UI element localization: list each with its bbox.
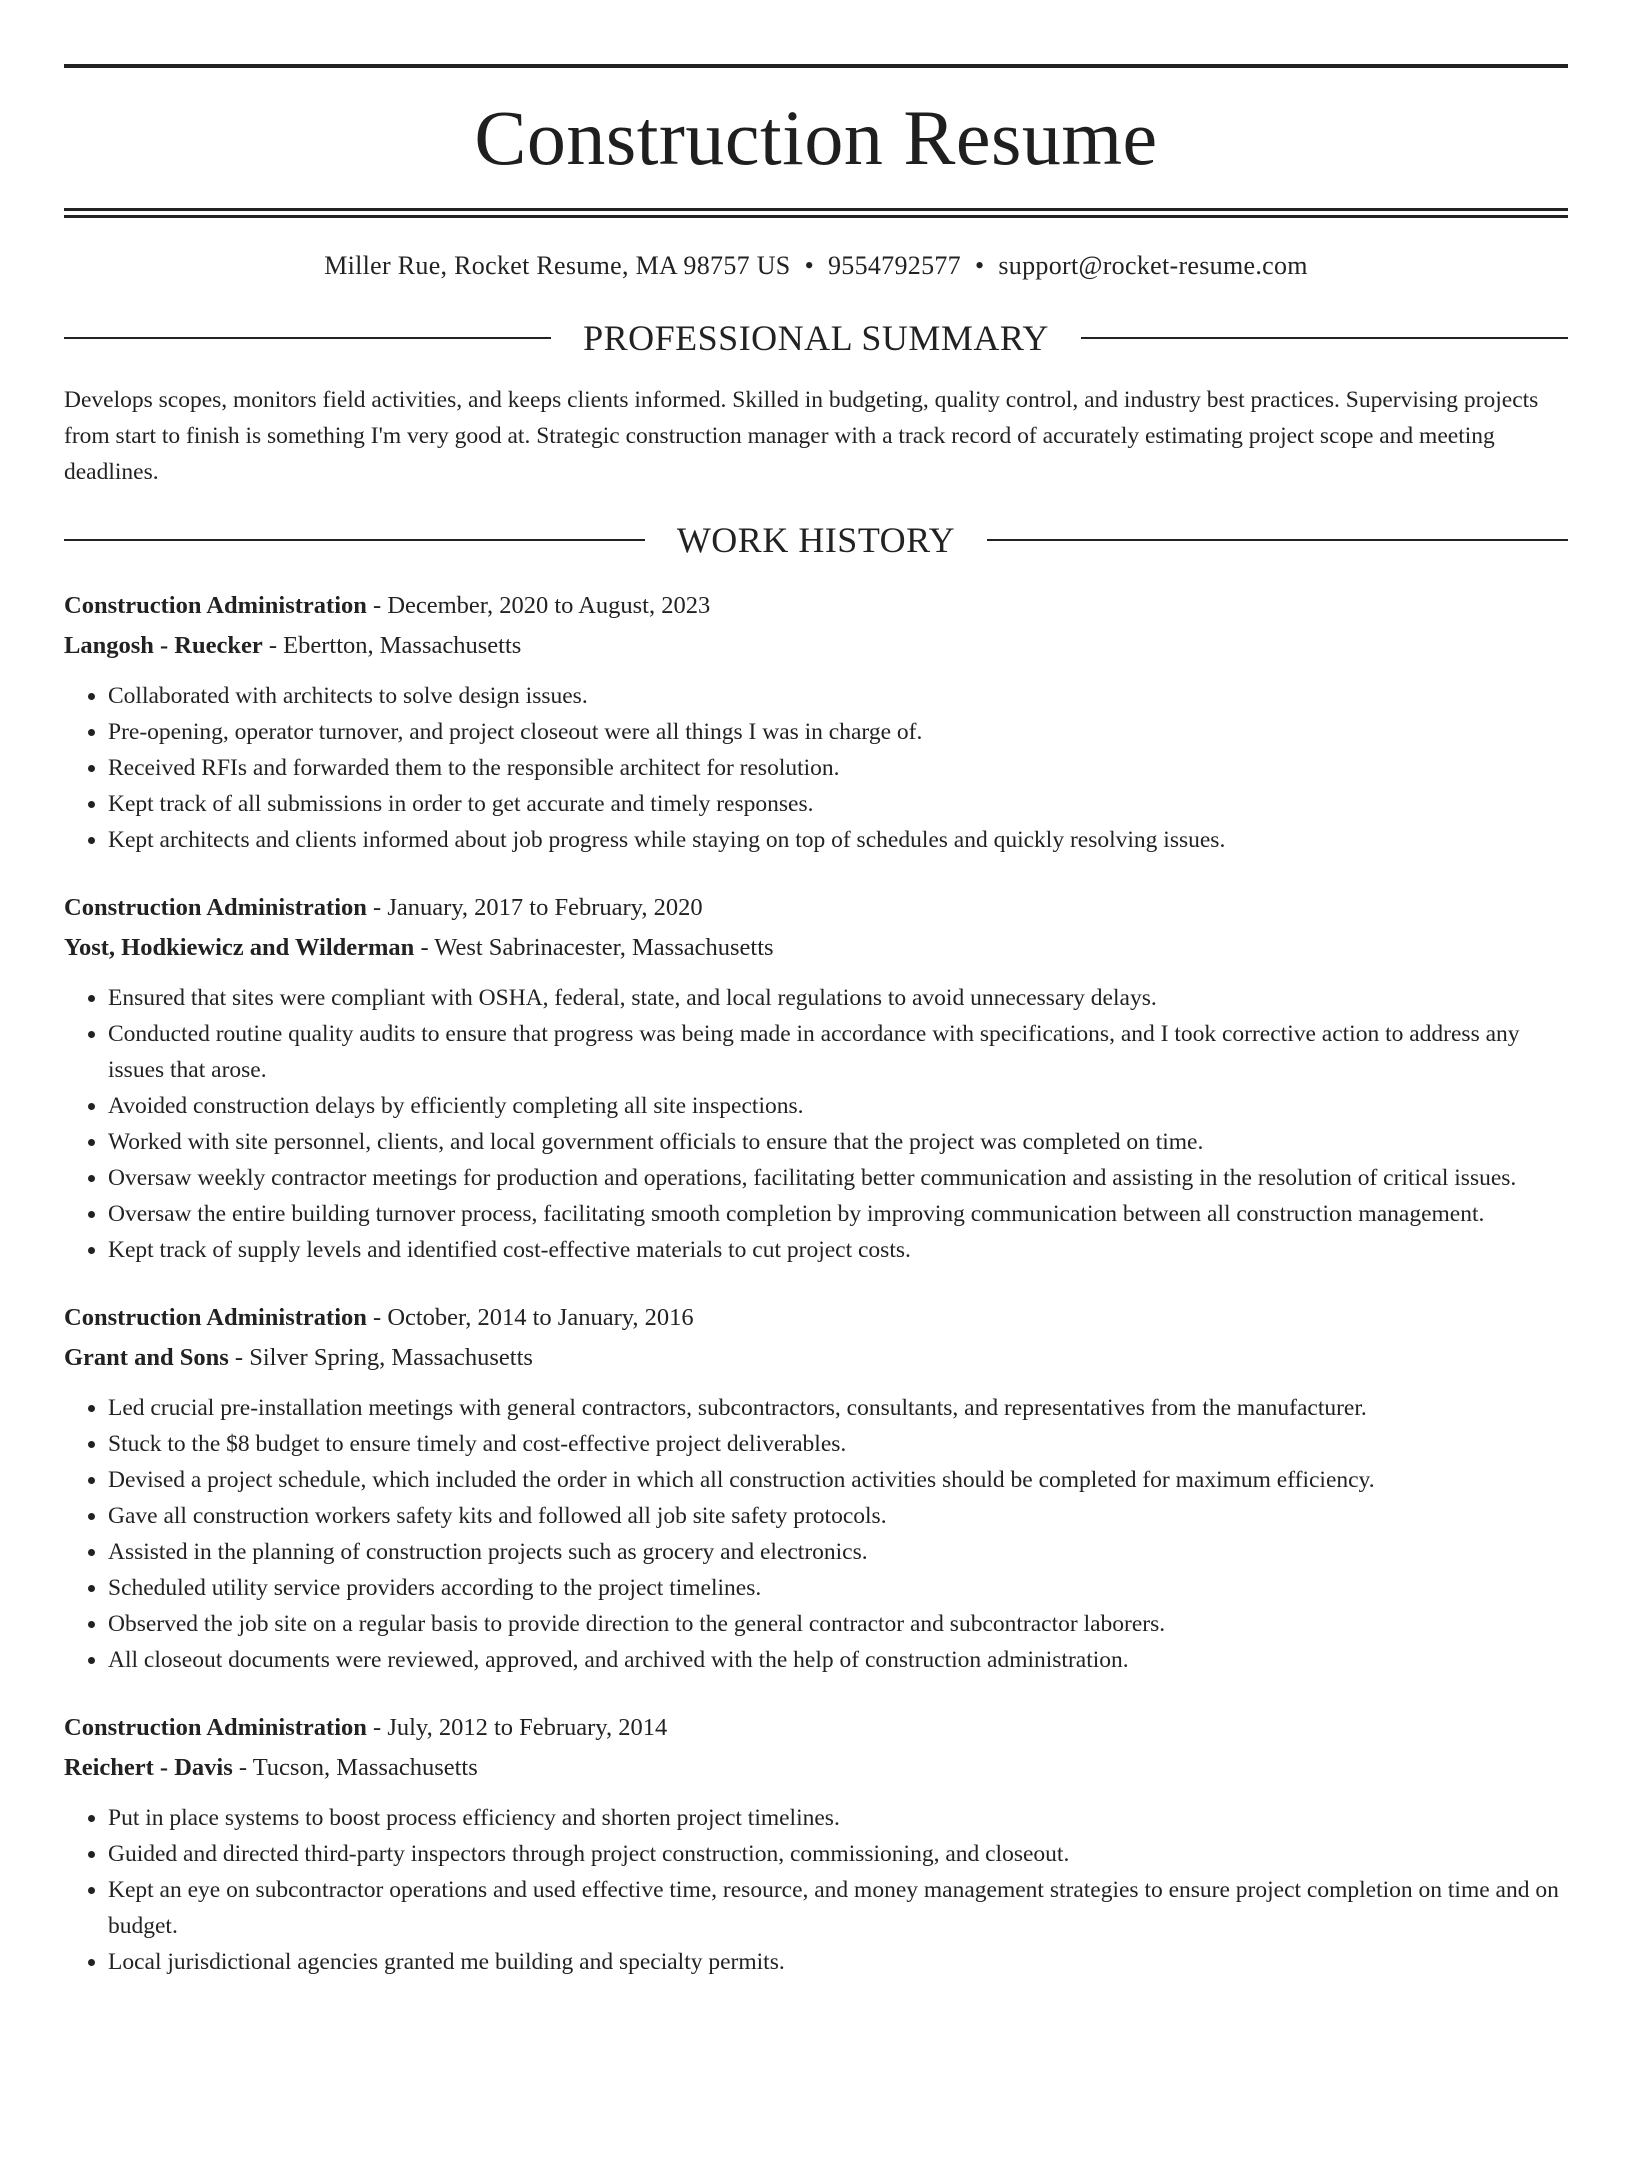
- resume-page: [0, 64, 1632, 2176]
- dash-separator: -: [366, 1304, 388, 1331]
- job-bullet: • Kept track of all submissions in order to get accurate and timely responses.: [108, 786, 1568, 822]
- job-location: Ebertton, Massachusetts: [283, 632, 522, 659]
- job-bullet: • Conducted routine quality audits to ensure that progress was being made in accordance with specifications, and I took corrective action to address any issues that arose.: [108, 1016, 1568, 1088]
- dash-separator: -: [232, 1754, 253, 1781]
- job-title: Construction Administration: [64, 592, 367, 619]
- job-bullet: • Local jurisdictional agencies granted me building and specialty permits.: [108, 1944, 1568, 1980]
- job-company: Langosh - Ruecker: [64, 632, 263, 659]
- job-bullet: • Scheduled utility service providers according to the project timelines.: [108, 1570, 1568, 1606]
- job-entry: [64, 1298, 1568, 1678]
- contact-phone: 9554792577: [827, 251, 961, 280]
- job-bullet: • Oversaw weekly contractor meetings for production and operations, facilitating better communication and assisting in the resolution of critical issues.: [108, 1160, 1568, 1196]
- title-double-rule: [64, 208, 1568, 218]
- contact-separator: •: [974, 251, 985, 280]
- section-rule-left: [64, 539, 645, 541]
- section-rule-left: [64, 337, 551, 339]
- job-bullet: • Assisted in the planning of construction projects such as grocery and electronics.: [108, 1534, 1568, 1570]
- dash-separator: -: [366, 894, 388, 921]
- job-company-line: [64, 1748, 1568, 1788]
- job-bullet: • Worked with site personnel, clients, and local government officials to ensure that the project was completed on time.: [108, 1124, 1568, 1160]
- job-bullet: • Guided and directed third-party inspectors through project construction, commissioning, and closeout.: [108, 1836, 1568, 1872]
- job-bullet: • Avoided construction delays by efficiently completing all site inspections.: [108, 1088, 1568, 1124]
- job-bullet: • Devised a project schedule, which included the order in which all construction activities should be completed for maximum efficiency.: [108, 1462, 1568, 1498]
- job-company: Reichert - Davis: [64, 1754, 233, 1781]
- job-company-line: [64, 928, 1568, 968]
- work-history-list: [64, 586, 1568, 1980]
- dash-separator: -: [228, 1344, 250, 1371]
- job-entry: [64, 888, 1568, 1268]
- job-bullet: • Pre-opening, operator turnover, and project closeout were all things I was in charge of.: [108, 714, 1568, 750]
- job-bullet: • Ensured that sites were compliant with OSHA, federal, state, and local regulations to avoid unnecessary delays.: [108, 980, 1568, 1016]
- dash-separator: -: [366, 592, 388, 619]
- job-bullet: • Collaborated with architects to solve design issues.: [108, 678, 1568, 714]
- section-rule-right: [1081, 337, 1568, 339]
- job-company: Grant and Sons: [64, 1344, 229, 1371]
- job-bullet-list: [64, 678, 1568, 858]
- job-title: Construction Administration: [64, 1304, 367, 1331]
- job-location: Tucson, Massachusetts: [252, 1754, 478, 1781]
- job-title-line: [64, 888, 1568, 928]
- resume-title: Construction Resume: [474, 94, 1158, 181]
- work-history-heading: WORK HISTORY: [676, 520, 956, 560]
- summary-heading: PROFESSIONAL SUMMARY: [583, 318, 1049, 358]
- job-title-line: [64, 1298, 1568, 1338]
- job-bullet-list: [64, 1800, 1568, 1980]
- job-bullet-list: [64, 980, 1568, 1268]
- job-bullet: • Oversaw the entire building turnover process, facilitating smooth completion by improving communication between all construction management.: [108, 1196, 1568, 1232]
- job-bullet: • Gave all construction workers safety kits and followed all job site safety protocols.: [108, 1498, 1568, 1534]
- job-entry: [64, 586, 1568, 858]
- job-bullet: • All closeout documents were reviewed, approved, and archived with the help of construction administration.: [108, 1642, 1568, 1678]
- job-dates: January, 2017 to February, 2020: [387, 894, 703, 921]
- job-bullet: • Kept architects and clients informed about job progress while staying on top of schedules and quickly resolving issues.: [108, 822, 1568, 858]
- job-bullet: • Put in place systems to boost process efficiency and shorten project timelines.: [108, 1800, 1568, 1836]
- contact-email: support@rocket-resume.com: [998, 251, 1308, 280]
- job-title: Construction Administration: [64, 1714, 367, 1741]
- job-dates: December, 2020 to August, 2023: [387, 592, 711, 619]
- contact-separator: •: [804, 251, 814, 280]
- top-rule: [64, 64, 1568, 68]
- work-history-section-header: [64, 520, 1568, 560]
- job-company-line: [64, 1338, 1568, 1378]
- summary-text: Develops scopes, monitors field activities, and keeps clients informed. Skilled in budgeting, quality control, and industry best practices. Supervising projects from start to finish is something I'm very good at. Strategic construction manager with a track record of accurately estimating project scope and meeting deadlines.: [64, 387, 1539, 485]
- summary-section-header: [64, 318, 1568, 358]
- contact-line: [64, 250, 1568, 282]
- section-rule-right: [987, 539, 1568, 541]
- dash-separator: -: [262, 632, 284, 659]
- job-bullet-list: [64, 1390, 1568, 1678]
- job-bullet: • Observed the job site on a regular basis to provide direction to the general contractor and subcontractor laborers.: [108, 1606, 1568, 1642]
- job-title: Construction Administration: [64, 894, 367, 921]
- job-location: Silver Spring, Massachusetts: [249, 1344, 533, 1371]
- job-company-line: [64, 626, 1568, 666]
- job-dates: July, 2012 to February, 2014: [387, 1714, 668, 1741]
- job-bullet: • Received RFIs and forwarded them to the responsible architect for resolution.: [108, 750, 1568, 786]
- job-location: West Sabrinacester, Massachusetts: [434, 934, 774, 961]
- job-bullet: • Kept track of supply levels and identified cost-effective materials to cut project costs.: [108, 1232, 1568, 1268]
- job-bullet: • Kept an eye on subcontractor operations and used effective time, resource, and money management strategies to ensure project completion on time and on budget.: [108, 1872, 1568, 1944]
- job-bullet: • Led crucial pre-installation meetings with general contractors, subcontractors, consultants, and representatives from the manufacturer.: [108, 1390, 1568, 1426]
- dash-separator: -: [414, 934, 435, 961]
- job-company: Yost, Hodkiewicz and Wilderman: [64, 934, 415, 961]
- job-title-line: [64, 1708, 1568, 1748]
- job-entry: [64, 1708, 1568, 1980]
- job-title-line: [64, 586, 1568, 626]
- job-bullet: • Stuck to the $8 budget to ensure timely and cost-effective project deliverables.: [108, 1426, 1568, 1462]
- dash-separator: -: [366, 1714, 388, 1741]
- job-dates: October, 2014 to January, 2016: [387, 1304, 694, 1331]
- contact-address: Miller Rue, Rocket Resume, MA 98757 US: [324, 251, 791, 280]
